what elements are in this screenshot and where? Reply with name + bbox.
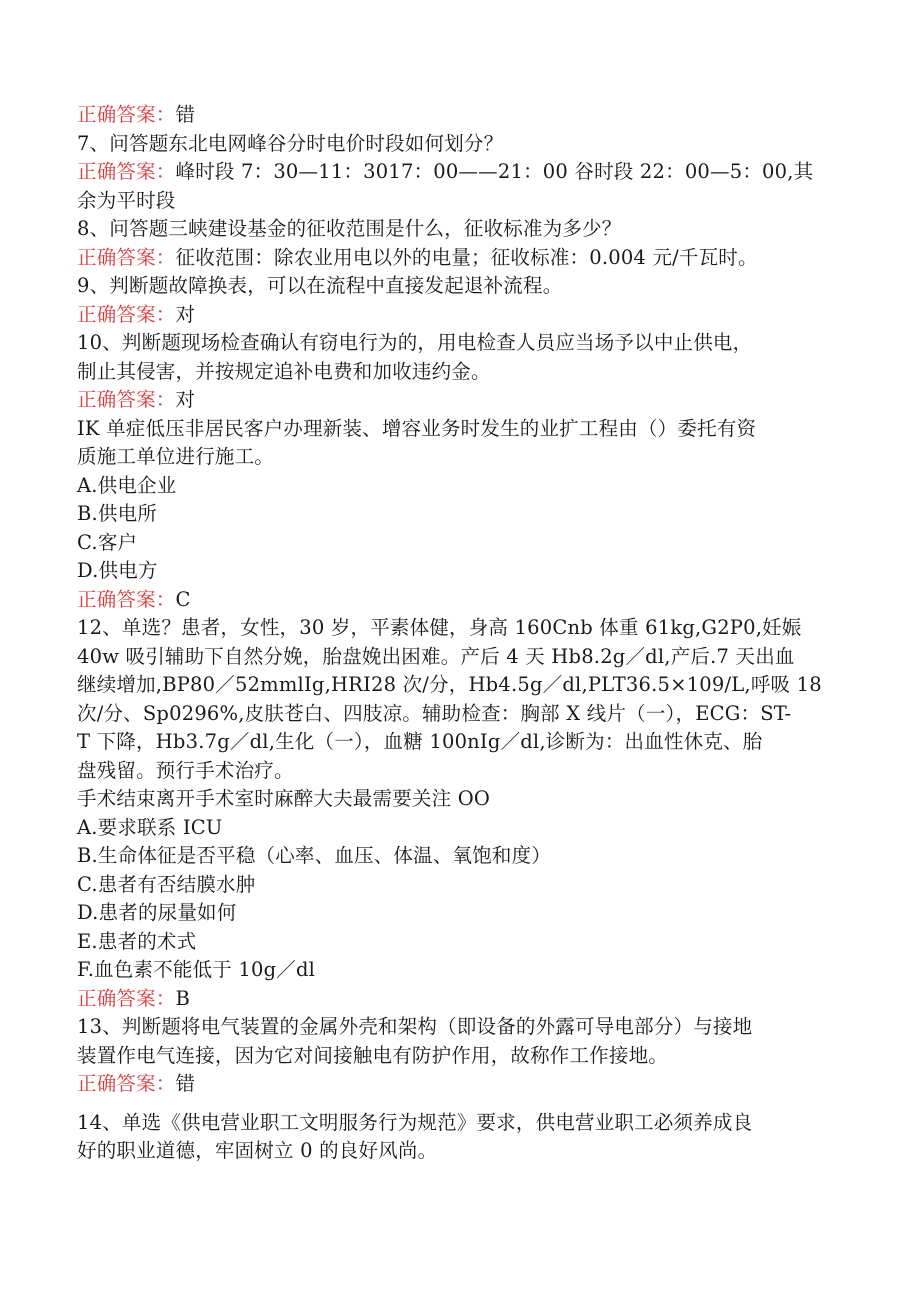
question-12-line-1: 12、单选？患者，女性，30 岁，平素体健，身高 160Cnb 体重 61kg,G2P0,妊娠 — [77, 616, 802, 639]
question-11-title-line-2: 质施工单位进行施工。 — [77, 445, 275, 468]
answer-label: 正确答案： — [77, 388, 176, 411]
question-12-line-7: 手术结束离开手术室时麻醉大夫最需要关注 OO — [77, 787, 491, 810]
answer-line-12 — [77, 985, 847, 1014]
question-14-title-line-1: 14、单选《供电营业职工文明服务行为规范》要求，供电营业职工必须养成良 — [77, 1110, 753, 1134]
option-a: A.供电企业 — [77, 473, 177, 497]
answer-value: 征收范围：除农业用电以外的电量；征收标准：0.004 元/千瓦时。 — [175, 245, 758, 269]
answer-label: 正确答案： — [77, 245, 176, 269]
answer-value: B — [175, 986, 191, 1010]
answer-label: 正确答案： — [77, 302, 176, 326]
option-d: D.供电方 — [77, 559, 158, 582]
answer-value: 错 — [175, 103, 196, 126]
question-7-title: 7、问答题东北电网峰谷分时电价时段如何划分？ — [77, 131, 504, 155]
document-content — [77, 101, 847, 1166]
answer-value: 错 — [175, 1072, 196, 1095]
answer-line-prev — [77, 101, 847, 130]
question-10-title-line-1: 10、判断题现场检查确认有窃电行为的，用电检查人员应当场予以中止供电， — [77, 331, 753, 354]
answer-7-continuation: 余为平时段 — [77, 188, 176, 212]
answer-line-13 — [77, 1070, 847, 1099]
question-14-title-line-2: 好的职业道德，牢固树立 0 的良好风尚。 — [77, 1139, 438, 1162]
answer-label: 正确答案： — [77, 103, 176, 126]
option-c: C.客户 — [77, 530, 138, 554]
option-b: B.供电所 — [77, 502, 158, 525]
answer-line-7 — [77, 158, 847, 187]
question-12-line-2: 40w 吸引辅助下自然分娩，胎盘娩出困难。产后 4 天 Hb8.2g／dl,产后.7 天出血 — [77, 644, 795, 668]
question-8-title: 8、问答题三峡建设基金的征收范围是什么，征收标准为多少？ — [77, 217, 622, 240]
answer-line-9 — [77, 301, 847, 330]
answer-line-8 — [77, 244, 847, 273]
answer-label: 正确答案： — [77, 160, 176, 183]
option-a: A.要求联系 ICU — [77, 815, 223, 839]
question-13-title-line-1: 13、判断题将电气装置的金属外壳和架构（即设备的外露可导电部分）与接地 — [77, 1015, 753, 1038]
answer-label: 正确答案： — [77, 587, 176, 611]
answer-value: 峰时段 7：30—11：3017：00——21：00 谷时段 22：00—5：00,其 — [175, 160, 814, 183]
question-13-title-line-2: 装置作电气连接，因为它对间接触电有防护作用，故称作工作接地。 — [77, 1043, 669, 1067]
option-d: D.患者的尿量如何 — [77, 901, 237, 924]
answer-label: 正确答案： — [77, 986, 176, 1010]
option-e: E.患者的术式 — [77, 929, 197, 953]
answer-value: C — [175, 587, 191, 611]
question-12-line-3: 继续增加,BP80／52mmlIg,HRI28 次/分，Hb4.5g／dl,PLT36.5×109/L,呼吸 18 — [77, 673, 822, 696]
answer-line-11 — [77, 586, 847, 615]
question-12-line-4: 次/分、Sp0296%,皮肤苍白、四肢凉。辅助检查：胸部 X 线片（一），ECG：ST- — [77, 701, 792, 725]
option-f: F.血色素不能低于 10g／dl — [77, 958, 316, 981]
question-11-title-line-1: IK 单症低压非居民客户办理新装、增容业务时发生的业扩工程由（）委托有资 — [77, 416, 757, 440]
option-b: B.生命体征是否平稳（心率、血压、体温、氧饱和度） — [77, 844, 552, 867]
option-c: C.患者有否结膜水肿 — [77, 872, 256, 896]
spacer — [77, 1099, 847, 1109]
answer-value: 对 — [175, 302, 196, 326]
question-12-line-6: 盘残留。预行手术治疗。 — [77, 758, 294, 782]
answer-line-10 — [77, 386, 847, 415]
answer-label: 正确答案： — [77, 1072, 176, 1095]
question-10-title-line-2: 制止其侵害，并按规定追补电费和加收违约金。 — [77, 359, 491, 383]
answer-value: 对 — [175, 388, 196, 411]
question-9-title: 9、判断题故障换表，可以在流程中直接发起退补流程。 — [77, 274, 563, 297]
question-12-line-5: T 下降，Hb3.7g／dl,生化（一），血糖 100nIg／dl,诊断为：出血性休克、胎 — [77, 730, 763, 753]
